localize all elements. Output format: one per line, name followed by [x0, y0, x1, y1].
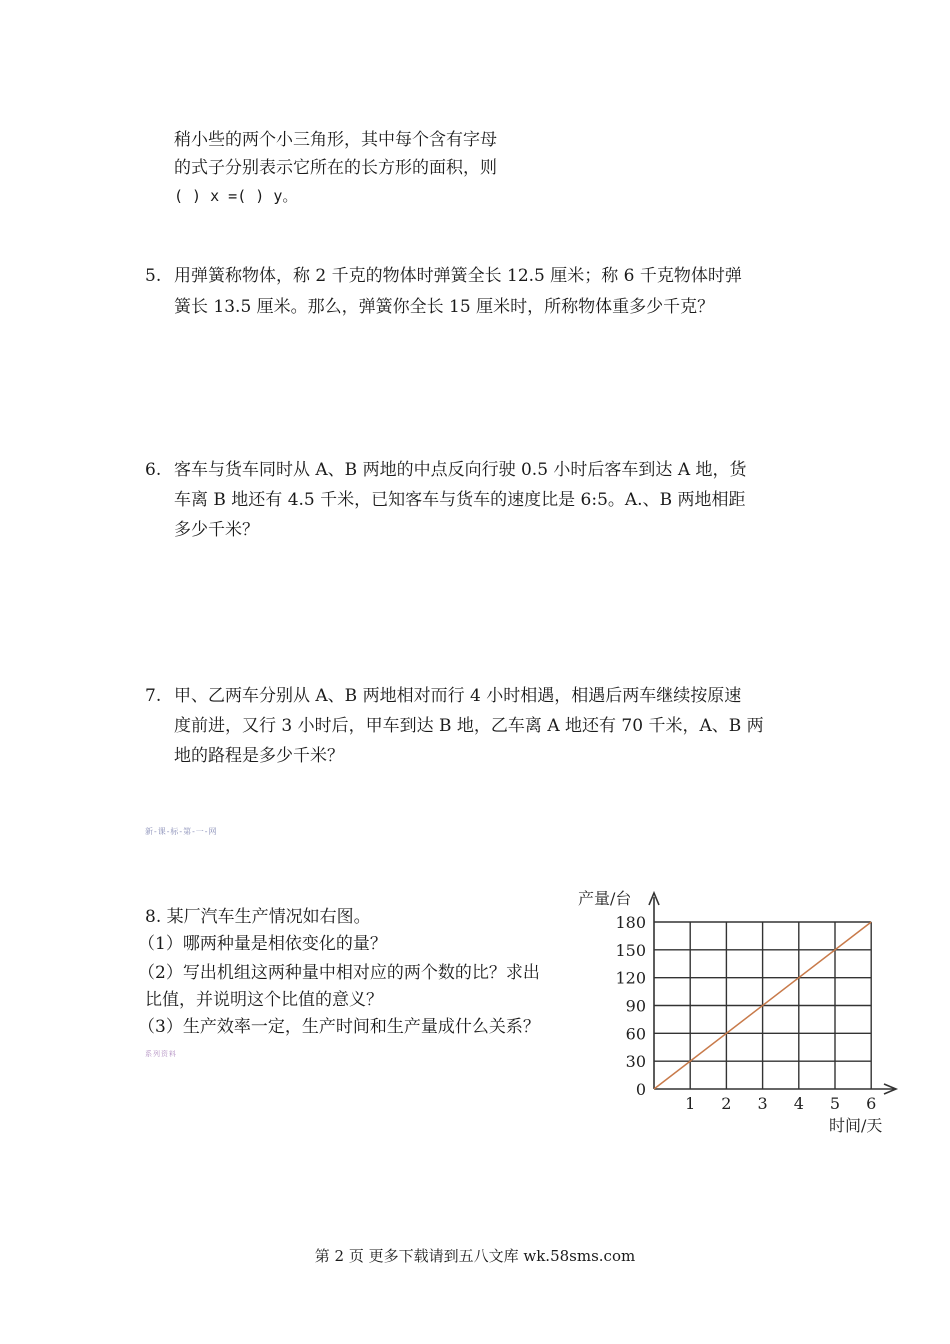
- y-tick-label-0: 0: [635, 1080, 646, 1099]
- q8-sub-2a: （2）写出机组这两种量中相对应的两个数的比？求出: [138, 963, 540, 983]
- y-tick-label-180: 180: [615, 913, 646, 932]
- x-tick-label-4: 4: [793, 1094, 804, 1113]
- x-tick-label-5: 5: [829, 1094, 841, 1113]
- q7-line-2: 度前进，又行 3 小时后，甲车到达 B 地，乙车离 A 地还有 70 千米，A、B 两: [174, 716, 764, 736]
- q8-sub-3: （3）生产效率一定，生产时间和生产量成什么关系？: [138, 1017, 540, 1037]
- intro-line-3: ( ) x =( ) y。: [174, 187, 298, 205]
- y-tick-label-150: 150: [615, 940, 646, 960]
- page-footer: 第 2 页 更多下载请到五八文库 wk.58sms.com: [314, 1247, 636, 1265]
- q5-number: 5.: [145, 266, 162, 286]
- x-tick-label-3: 3: [757, 1094, 768, 1113]
- q7-line-3: 地的路程是多少千米？: [174, 746, 344, 766]
- y-tick-label-30: 30: [625, 1052, 646, 1072]
- watermark-xinkebiao: 新-课-标-第-一-网: [145, 827, 218, 836]
- y-tick-label-90: 90: [625, 996, 646, 1016]
- y-axis-label: 产量/台: [578, 889, 632, 908]
- y-axis-arrow: [649, 893, 659, 905]
- q8-title: 8. 某厂汽车生产情况如右图。: [145, 907, 371, 927]
- x-tick-label-2: 2: [721, 1094, 732, 1113]
- series-line-0: [654, 922, 871, 1089]
- q6-line-1: 客车与货车同时从 A、B 两地的中点反向行驶 0.5 小时后客车到达 A 地，货: [174, 460, 747, 480]
- watermark-xilieziliao: 系列资料: [145, 1050, 177, 1058]
- intro-line-1: 稍小些的两个小三角形，其中每个含有字母: [174, 130, 497, 150]
- q6-line-3: 多少千米？: [174, 520, 259, 540]
- q5-line-2: 簧长 13.5 厘米。那么，弹簧你全长 15 厘米时，所称物体重多少千克？: [174, 297, 715, 317]
- q6-number: 6.: [145, 460, 162, 480]
- q6-line-2: 车离 B 地还有 4.5 千米，已知客车与货车的速度比是 6:5。A.、B 两地相距: [174, 490, 746, 510]
- x-axis-arrow: [884, 1084, 896, 1094]
- q7-line-1: 甲、乙两车分别从 A、B 两地相对而行 4 小时相遇，相遇后两车继续按原速: [174, 686, 742, 706]
- q5-line-1: 用弹簧称物体，称 2 千克的物体时弹簧全长 12.5 厘米；称 6 千克物体时弹: [174, 266, 742, 286]
- y-tick-label-120: 120: [615, 968, 646, 988]
- q7-number: 7.: [145, 686, 162, 706]
- x-tick-label-6: 6: [866, 1094, 877, 1113]
- q8-sub-2b: 比值，并说明这个比值的意义？: [145, 990, 383, 1010]
- x-axis-label: 时间/天: [829, 1116, 883, 1135]
- q8-sub-1: （1）哪两种量是相依变化的量？: [138, 934, 387, 954]
- x-tick-label-1: 1: [685, 1094, 696, 1113]
- intro-line-2: 的式子分别表示它所在的长方形的面积，则: [174, 158, 497, 178]
- y-tick-label-60: 60: [625, 1024, 646, 1044]
